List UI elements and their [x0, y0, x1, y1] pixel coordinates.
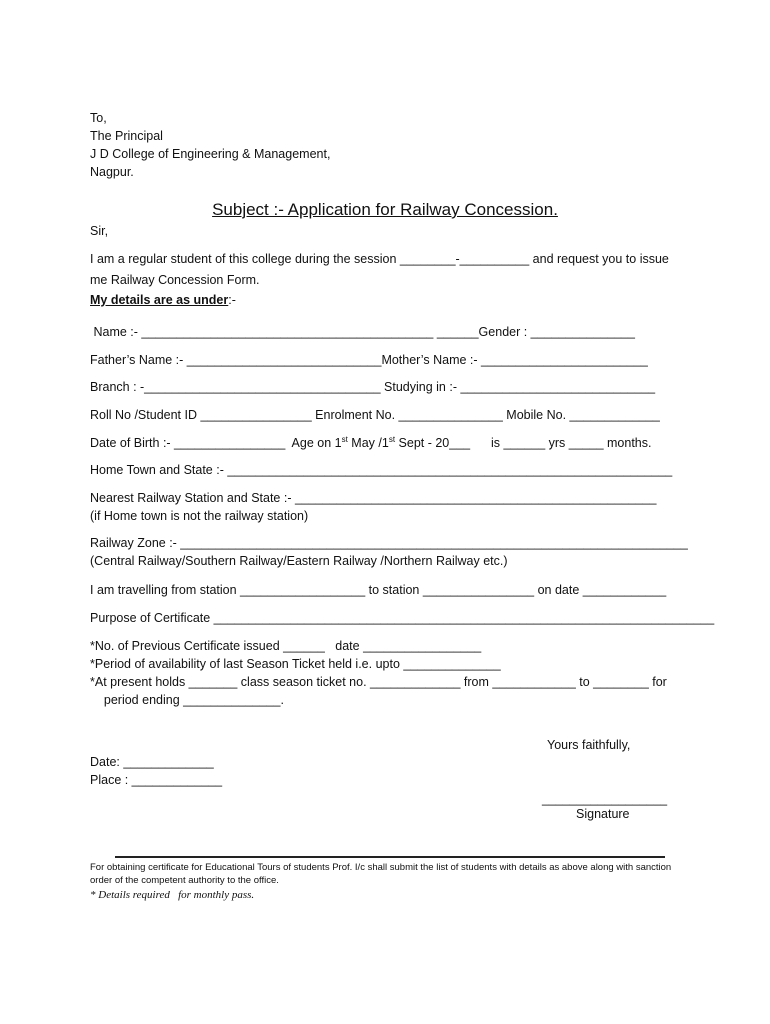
- field-place[interactable]: Place : _____________: [90, 773, 223, 787]
- dob-mid: May /1: [347, 436, 389, 450]
- yours-faithfully: Yours faithfully,: [547, 738, 631, 752]
- field-nearest-station[interactable]: Nearest Railway Station and State :- ____________________________________________________: [90, 491, 657, 505]
- address-to: To,: [90, 111, 107, 125]
- address-college: J D College of Engineering & Management,: [90, 147, 331, 161]
- intro-line-1: I am a regular student of this college during the session ________-__________ and request you to issue: [90, 252, 669, 266]
- nearest-station-note: (if Home town is not the railway station): [90, 509, 309, 523]
- footer-text: For obtaining certificate for Educational Tours of students Prof. I/c shall submit the list of students with details as above along with sanction order of the competent authority to the office.: [90, 862, 672, 886]
- field-branch-studying[interactable]: Branch : -__________________________________ Studying in :- ____________________________: [90, 380, 656, 394]
- railway-zone-note: (Central Railway/Southern Railway/Eastern Railway /Northern Railway etc.): [90, 554, 508, 568]
- address-recipient: The Principal: [90, 129, 163, 143]
- field-father-mother[interactable]: Father’s Name :- ____________________________Mother’s Name :- ________________________: [90, 353, 648, 367]
- salutation: Sir,: [90, 224, 109, 238]
- signature-label: Signature: [576, 807, 630, 821]
- footer-note: * Details required for monthly pass.: [90, 889, 255, 901]
- subject-heading: Subject :- Application for Railway Concession.: [212, 200, 558, 219]
- dob-prefix: Date of Birth :- ________________ Age on 1: [90, 436, 342, 450]
- field-date[interactable]: Date: _____________: [90, 755, 214, 769]
- field-period-ending[interactable]: period ending ______________.: [90, 693, 284, 707]
- dob-sup-2: st: [388, 434, 396, 444]
- field-purpose[interactable]: Purpose of Certificate ________________________________________________________________________: [90, 611, 715, 625]
- intro-line-2: me Railway Concession Form.: [90, 273, 260, 287]
- address-city: Nagpur.: [90, 165, 134, 179]
- dob-suffix: Sept - 20___ is ______ yrs _____ months.: [395, 436, 652, 450]
- details-heading-text: My details are as under: [90, 293, 229, 307]
- details-heading: [90, 293, 236, 308]
- dob-sup-1: st: [341, 434, 348, 444]
- footer-divider: [115, 856, 665, 858]
- details-heading-suffix: :-: [228, 293, 236, 307]
- field-date-of-birth-age[interactable]: [90, 436, 651, 451]
- field-previous-certificate[interactable]: *No. of Previous Certificate issued ______ date _________________: [90, 639, 482, 653]
- field-present-holds[interactable]: *At present holds _______ class season ticket no. _____________ from ____________ to ________ for: [90, 675, 667, 689]
- field-name-gender[interactable]: Name :- __________________________________________ ______Gender : _______________: [90, 325, 635, 339]
- field-roll-enrolment-mobile[interactable]: Roll No /Student ID ________________ Enrolment No. _______________ Mobile No. _____________: [90, 408, 660, 422]
- field-home-town[interactable]: Home Town and State :- ________________________________________________________________: [90, 463, 673, 477]
- field-travelling[interactable]: I am travelling from station __________________ to station ________________ on date ____________: [90, 583, 667, 597]
- signature-line[interactable]: __________________: [542, 792, 668, 806]
- field-railway-zone[interactable]: Railway Zone :- _________________________________________________________________________: [90, 536, 688, 550]
- field-period-availability[interactable]: *Period of availability of last Season Ticket held i.e. upto ______________: [90, 657, 501, 671]
